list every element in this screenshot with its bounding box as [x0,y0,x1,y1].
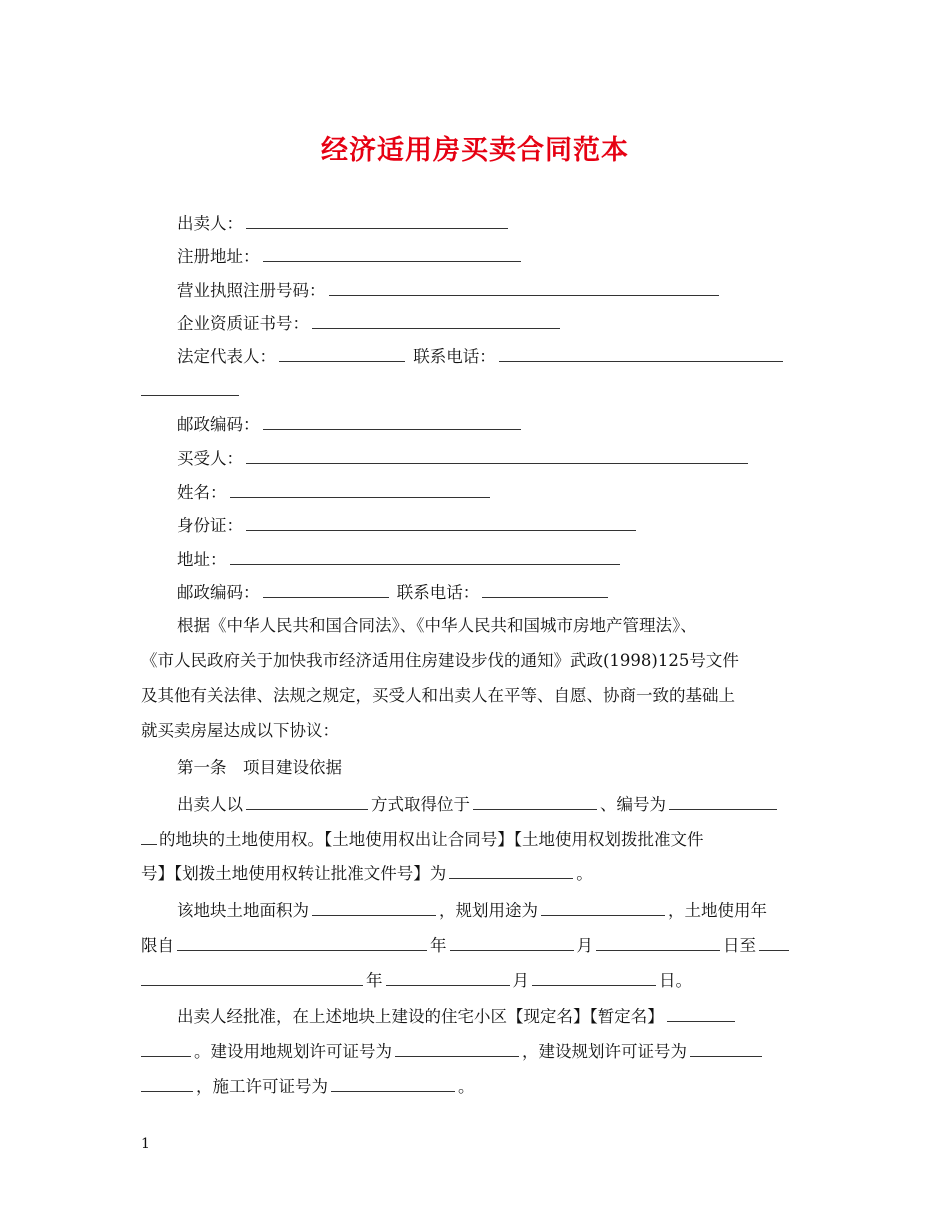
construction-permit-blank[interactable] [331,1075,455,1092]
end-day-blank[interactable] [532,969,656,986]
buyer-fullname-blank[interactable] [230,481,490,498]
land-number-blank-cont[interactable] [141,828,157,845]
planned-use-blank[interactable] [541,899,665,916]
seller-name-blank[interactable] [246,212,508,229]
seller-address-line: 注册地址： [177,245,524,268]
document-title: 经济适用房买卖合同范本 [321,135,629,166]
seller-name-line: 出卖人： [177,212,511,235]
land-planning-permit-blank[interactable] [395,1040,519,1057]
land-acquisition-method-blank[interactable] [246,793,368,810]
seller-postcode-blank[interactable] [263,413,521,430]
seller-phone-blank-cont[interactable] [141,379,239,396]
preamble-line-4: 就买卖房屋达成以下协议： [141,721,339,740]
article-1-heading: 第一条 项目建设依据 [177,758,342,777]
start-day-blank[interactable] [596,934,720,951]
construction-planning-permit-blank[interactable] [690,1040,762,1057]
article-1-para-4: 该地块土地面积为 ，规划用途为 ，土地使用年 [177,901,767,920]
land-area-blank[interactable] [312,899,436,916]
buyer-phone-blank[interactable] [482,581,608,598]
preamble-line-2: 《市人民政府关于加快我市经济适用住房建设步伐的通知》武政(1998)125号文件 [141,651,739,670]
article-1-para-6: 年 月 日。 [141,969,692,992]
seller-rep-blank[interactable] [279,345,405,362]
article-1-para-1: 出卖人以 方式取得位于 、编号为 [177,793,777,816]
end-month-blank[interactable] [386,969,510,986]
seller-qualification-line: 企业资质证书号： [177,312,563,335]
contract-number-blank[interactable] [449,862,573,879]
seller-rep-line: 法定代表人： 联系电话： [177,345,786,368]
land-number-blank[interactable] [669,793,777,810]
buyer-id-line: 身份证： [177,514,639,537]
seller-address-blank[interactable] [263,245,521,262]
article-1-para-5: 限自 年 月 日至 [141,934,789,957]
buyer-fullname-line: 姓名： [177,481,493,504]
residential-name-blank-cont[interactable] [141,1040,191,1057]
buyer-address-line: 地址： [177,548,623,571]
article-1-para-3: 号】【划拨土地使用权转让批准文件号】为 。 [141,864,593,883]
buyer-address-blank[interactable] [230,548,620,565]
seller-phone-continuation [141,379,239,402]
seller-license-line: 营业执照注册号码： [177,279,722,302]
article-1-para-7: 出卖人经批准，在上述地块上建设的住宅小区【现定名】【暂定名】 [177,1005,735,1028]
end-year-blank[interactable] [759,934,789,951]
article-1-para-9: ，施工许可证号为 。 [141,1075,475,1098]
preamble-line-3: 及其他有关法律、法规之规定，买受人和出卖人在平等、自愿、协商一致的基础上 [141,686,735,705]
seller-license-blank[interactable] [329,279,719,296]
seller-postcode-line: 邮政编码： [177,413,524,436]
seller-qualification-blank[interactable] [312,312,560,329]
seller-phone-blank[interactable] [499,345,783,362]
preamble-line-1: 根据《中华人民共和国合同法》、《中华人民共和国城市房地产管理法》、 [177,616,697,635]
land-location-blank[interactable] [473,793,597,810]
construction-planning-permit-blank-cont[interactable] [141,1075,193,1092]
buyer-postcode-blank[interactable] [263,581,389,598]
start-month-blank[interactable] [450,934,574,951]
residential-name-blank[interactable] [667,1005,735,1022]
article-1-para-8: 。建设用地规划许可证号为 ，建设规划许可证号为 [141,1040,762,1063]
buyer-name-line: 买受人： [177,447,751,470]
page-number: 1 [141,1136,150,1152]
start-year-blank[interactable] [177,934,427,951]
buyer-id-blank[interactable] [246,514,636,531]
buyer-postcode-line: 邮政编码： 联系电话： [177,581,611,604]
buyer-name-blank[interactable] [246,447,748,464]
end-year-blank-cont[interactable] [141,969,363,986]
article-1-para-2: 的地块的土地使用权。【土地使用权出让合同号】【土地使用权划拨批准文件 [141,828,704,851]
